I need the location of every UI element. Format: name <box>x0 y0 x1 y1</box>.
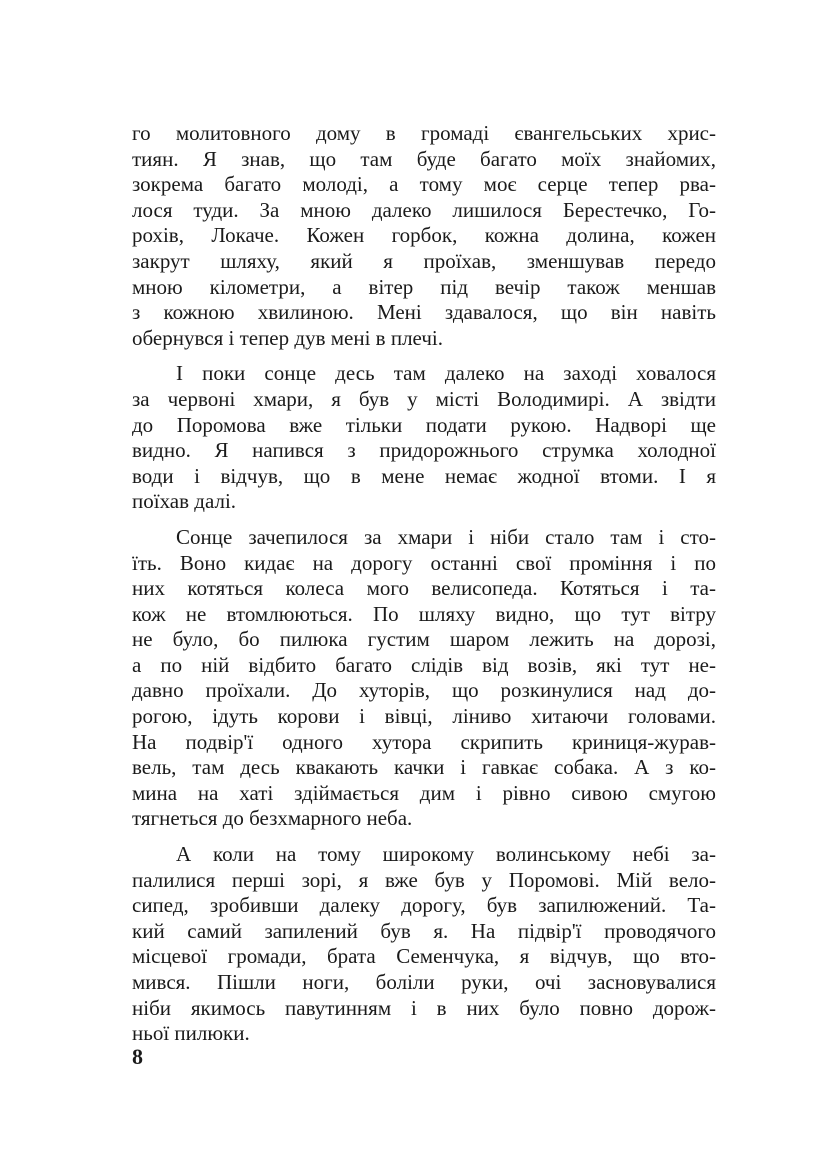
text-line: На подвір'ї одного хутора скрипить криниця-журав- <box>132 729 716 754</box>
paragraph-gap <box>132 351 716 361</box>
text-line: лося туди. За мною далеко лишилося Берестечко, Го- <box>132 197 716 222</box>
text-line: з кожною хвилиною. Мені здавалося, що він навіть <box>132 300 716 325</box>
paragraph <box>132 842 716 1047</box>
text-line: мною кілометри, а вітер під вечір також меншав <box>132 274 716 299</box>
paragraph <box>132 361 716 515</box>
text-line: за червоні хмари, я був у місті Володимирі. А звідти <box>132 386 716 411</box>
text-line: вель, там десь квакають качки і гавкає собака. А з ко- <box>132 755 716 780</box>
text-line: мина на хаті здіймається дим і рівно сивою смугою <box>132 780 716 805</box>
text-line: тиян. Я знав, що там буде багато моїх знайомих, <box>132 146 716 171</box>
text-line: ніби якимось павутинням і в них було повно дорож- <box>132 995 716 1020</box>
text-line: до Поромова вже тільки подати рукою. Надворі ще <box>132 412 716 437</box>
text-line: них котяться колеса мого велисопеда. Котяться і та- <box>132 576 716 601</box>
text-line: закрут шляху, який я проїхав, зменшував передо <box>132 248 716 273</box>
text-line: кий самий запилений був я. На підвір'ї проводячого <box>132 918 716 943</box>
text-line: поїхав далі. <box>132 489 237 514</box>
text-line: А коли на тому широкому волинському небі за- <box>176 842 716 867</box>
text-line: їть. Воно кидає на дорогу останні свої проміння і по <box>132 550 716 575</box>
text-line: ньої пилюки. <box>132 1021 250 1046</box>
body-text <box>132 121 716 1047</box>
text-line: Сонце зачепилося за хмари і ніби стало там і сто- <box>176 524 716 549</box>
paragraph <box>132 525 716 832</box>
text-line: зокрема багато молоді, а тому моє серце тепер рва- <box>132 172 716 197</box>
text-line: тягнеться до безхмарного неба. <box>132 806 413 831</box>
paragraph-gap <box>132 832 716 842</box>
text-line: не було, бо пилюка густим шаром лежить на дорозі, <box>132 627 716 652</box>
text-line: палилися перші зорі, я вже був у Поромові. Мій вело- <box>132 867 716 892</box>
text-line: рогою, ідуть корови і вівці, ліниво хитаючи головами. <box>132 704 716 729</box>
page-number: 8 <box>132 1044 143 1069</box>
text-line: го молитовного дому в громаді євангельських хрис- <box>132 121 716 145</box>
text-line: мився. Пішли ноги, боліли руки, очі засновувалися <box>132 970 716 994</box>
text-line: рохів, Локаче. Кожен горбок, кожна долина, кожен <box>132 223 716 248</box>
paragraph <box>132 121 716 351</box>
text-line: місцевої громади, брата Семенчука, я відчув, що вто- <box>132 944 716 969</box>
text-line: а по ній відбито багато слідів від возів, які тут не- <box>132 652 716 677</box>
text-line: води і відчув, що в мене немає жодної втоми. І я <box>132 463 716 488</box>
text-line: І поки сонце десь там далеко на заході ховалося <box>176 361 716 386</box>
text-line: давно проїхали. До хуторів, що розкинулися над до- <box>132 678 716 703</box>
text-line: обернувся і тепер дув мені в плечі. <box>132 325 443 350</box>
text-line: сипед, зробивши далеку дорогу, був запилюжений. Та- <box>132 893 716 918</box>
paragraph-gap <box>132 515 716 525</box>
text-line: видно. Я напився з придорожнього струмка холодної <box>132 438 716 463</box>
text-line: кож не втомлюються. По шляху видно, що тут вітру <box>132 601 716 626</box>
